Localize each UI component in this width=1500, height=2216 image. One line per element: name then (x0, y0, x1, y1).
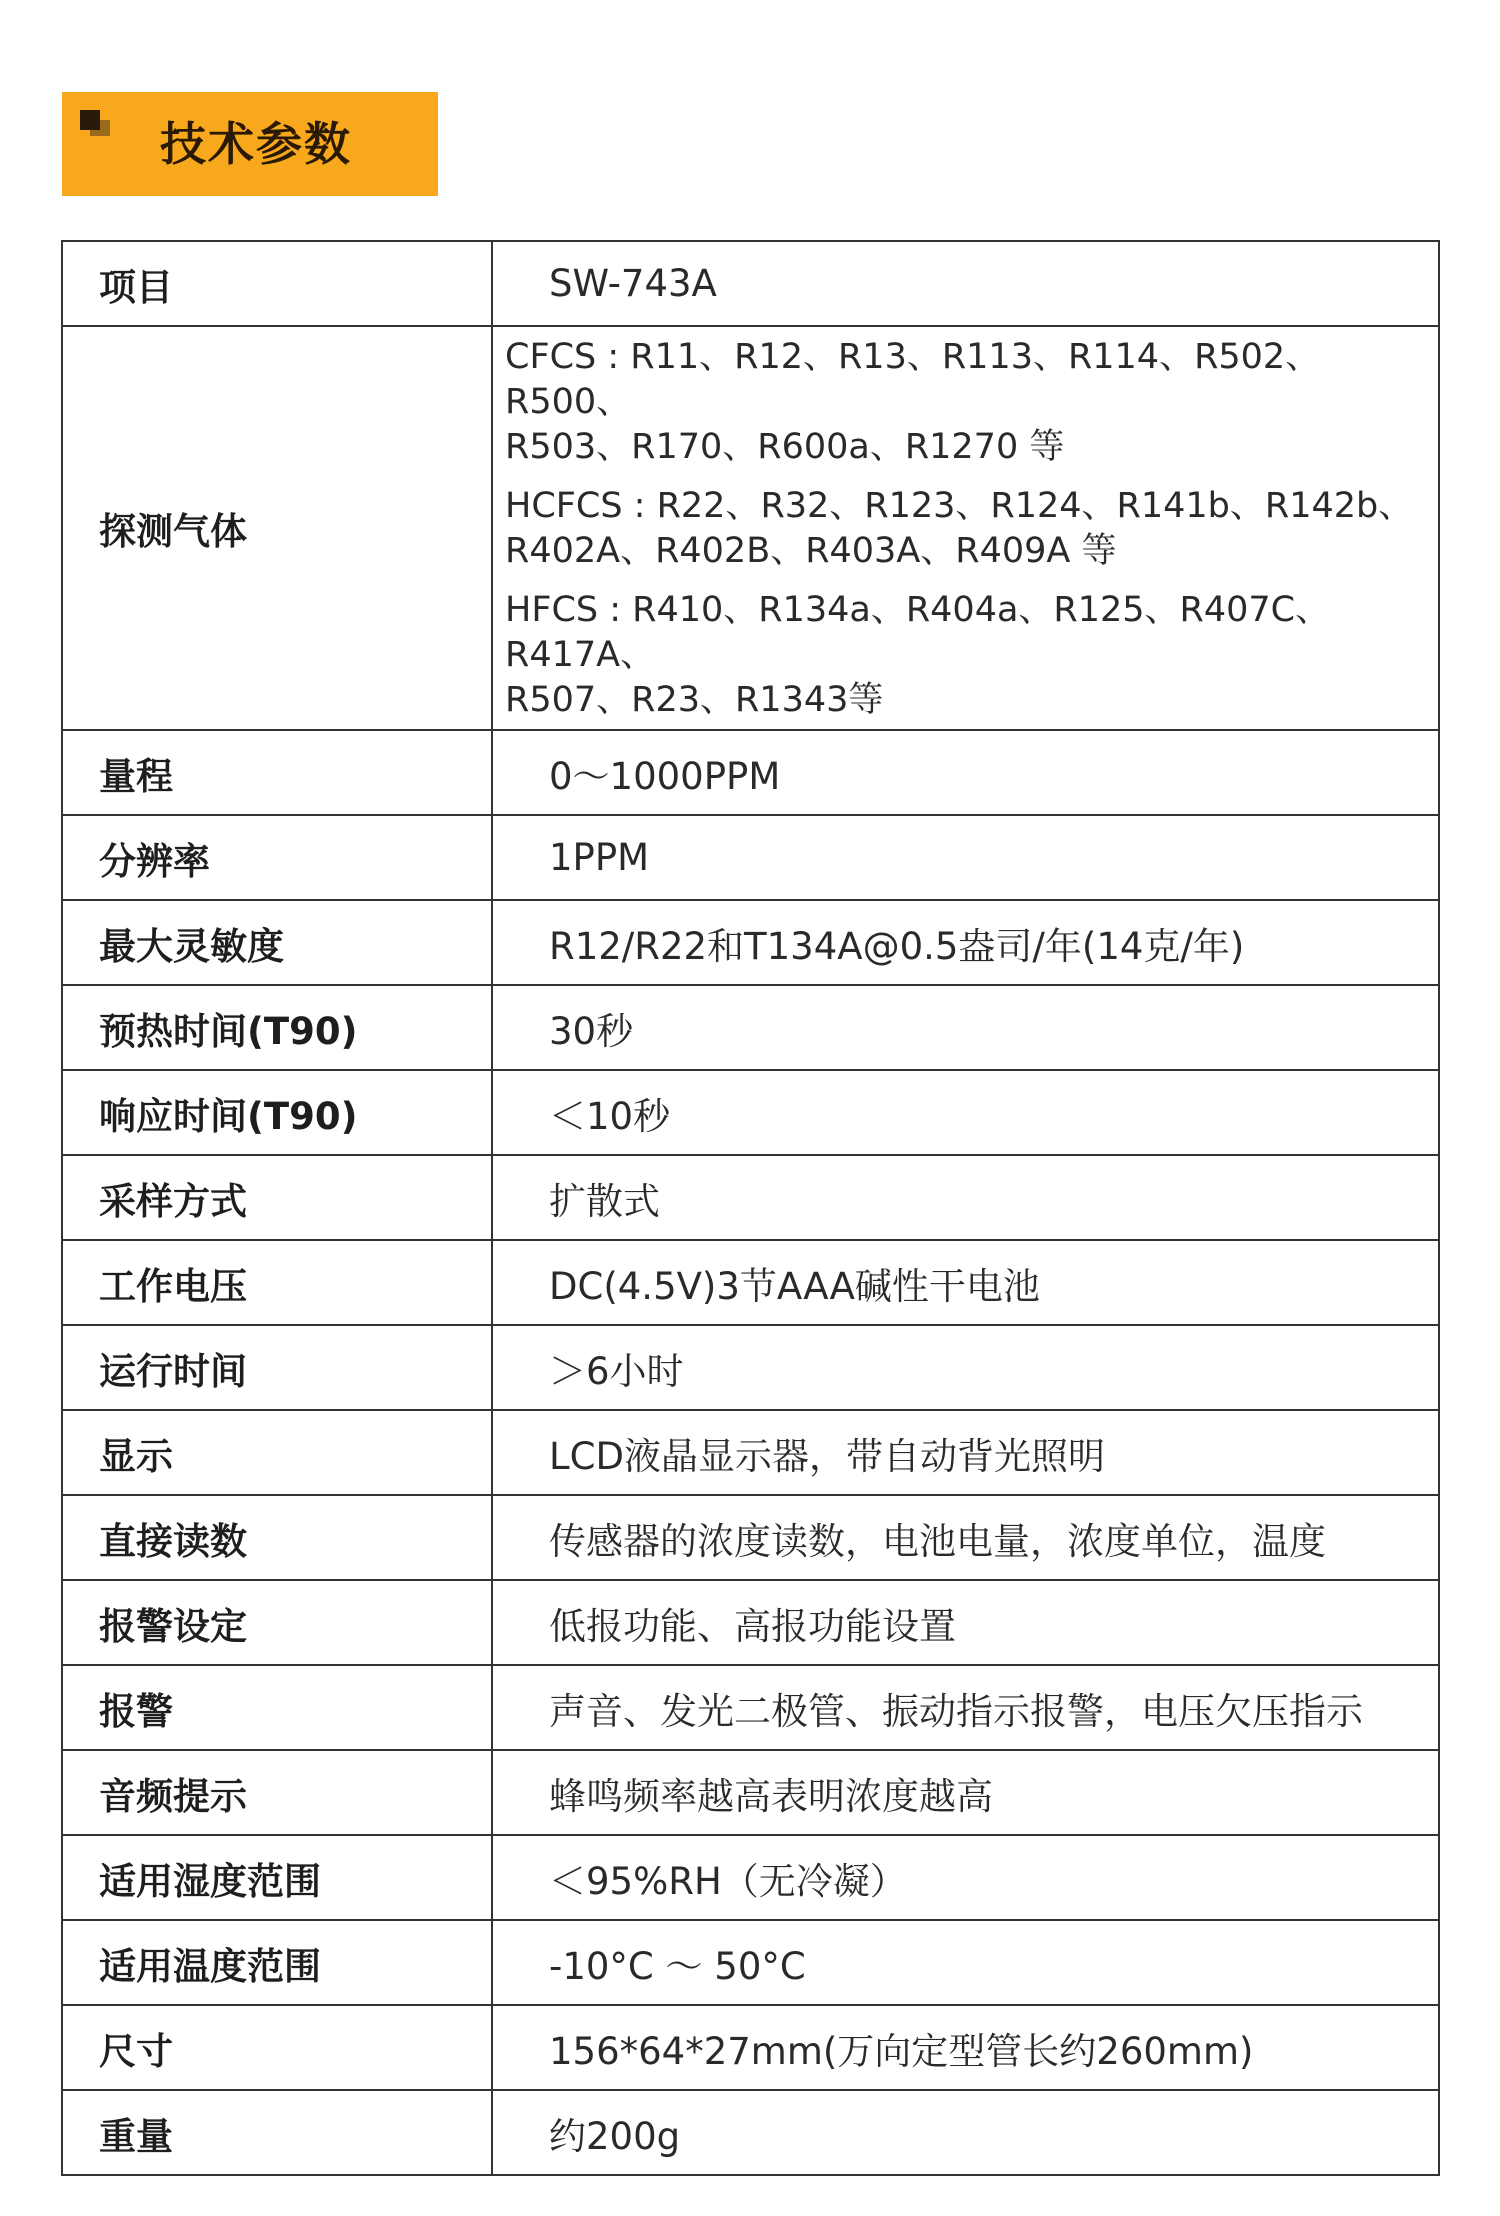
row-value: SW-743A (492, 241, 1439, 326)
spec-table (61, 240, 1440, 2176)
table-row (62, 1750, 1439, 1835)
row-label: 响应时间(T90) (62, 1070, 492, 1155)
table-row-gas (62, 326, 1439, 730)
row-label: 适用温度范围 (62, 1920, 492, 2005)
table-row (62, 2090, 1439, 2175)
row-label: 尺寸 (62, 2005, 492, 2090)
table-header-row (62, 241, 1439, 326)
row-value: LCD液晶显示器，带自动背光照明 (492, 1410, 1439, 1495)
table-row (62, 900, 1439, 985)
row-value: ＜10秒 (492, 1070, 1439, 1155)
gas-list-cell (492, 326, 1439, 730)
row-label: 适用湿度范围 (62, 1835, 492, 1920)
row-label: 直接读数 (62, 1495, 492, 1580)
table-row (62, 2005, 1439, 2090)
section-header-banner (62, 92, 438, 196)
row-label: 量程 (62, 730, 492, 815)
row-value: -10°C ～ 50°C (492, 1920, 1439, 2005)
table-row (62, 1410, 1439, 1495)
gas-line: R507、R23、R1343等 (505, 680, 884, 720)
table-row (62, 730, 1439, 815)
row-label: 报警设定 (62, 1580, 492, 1665)
row-label: 分辨率 (62, 815, 492, 900)
row-label: 预热时间(T90) (62, 985, 492, 1070)
gas-group-cfcs (505, 335, 1428, 470)
row-value: DC(4.5V)3节AAA碱性干电池 (492, 1240, 1439, 1325)
gas-line: HCFCS : R22、R32、R123、R124、R141b、R142b、 (505, 486, 1414, 526)
table-row (62, 1070, 1439, 1155)
table-row (62, 985, 1439, 1070)
gas-line: CFCS : R11、R12、R13、R113、R114、R502、R500、 (505, 337, 1321, 422)
row-value: 声音、发光二极管、振动指示报警，电压欠压指示 (492, 1665, 1439, 1750)
row-value: 低报功能、高报功能设置 (492, 1580, 1439, 1665)
table-row (62, 1580, 1439, 1665)
table-row (62, 1835, 1439, 1920)
square-bullet-icon (80, 110, 110, 140)
gas-line: R402A、R402B、R403A、R409A 等 (505, 531, 1117, 571)
row-value: 蜂鸣频率越高表明浓度越高 (492, 1750, 1439, 1835)
row-label: 工作电压 (62, 1240, 492, 1325)
row-value: 156*64*27mm(万向定型管长约260mm) (492, 2005, 1439, 2090)
gas-group-hcfcs (505, 484, 1428, 574)
row-label: 显示 (62, 1410, 492, 1495)
table-row (62, 1920, 1439, 2005)
row-value: 30秒 (492, 985, 1439, 1070)
row-value: ＜95%RH（无冷凝） (492, 1835, 1439, 1920)
gas-group-hfcs (505, 588, 1428, 723)
table-row (62, 1155, 1439, 1240)
row-value: 约200g (492, 2090, 1439, 2175)
row-label: 重量 (62, 2090, 492, 2175)
row-label: 探测气体 (62, 326, 492, 730)
gas-line: HFCS : R410、R134a、R404a、R125、R407C、R417A、 (505, 590, 1331, 675)
row-value: ＞6小时 (492, 1325, 1439, 1410)
table-row (62, 1240, 1439, 1325)
gas-line: R503、R170、R600a、R1270 等 (505, 427, 1065, 467)
row-label: 采样方式 (62, 1155, 492, 1240)
table-row (62, 1665, 1439, 1750)
row-label: 音频提示 (62, 1750, 492, 1835)
row-label: 项目 (62, 241, 492, 326)
row-value: 传感器的浓度读数，电池电量，浓度单位，温度 (492, 1495, 1439, 1580)
section-title: 技术参数 (160, 117, 352, 171)
row-value: R12/R22和T134A@0.5盎司/年(14克/年) (492, 900, 1439, 985)
table-row (62, 1325, 1439, 1410)
row-label: 报警 (62, 1665, 492, 1750)
table-row (62, 1495, 1439, 1580)
row-value: 0～1000PPM (492, 730, 1439, 815)
row-label: 运行时间 (62, 1325, 492, 1410)
row-value: 1PPM (492, 815, 1439, 900)
table-row (62, 815, 1439, 900)
row-label: 最大灵敏度 (62, 900, 492, 985)
row-value: 扩散式 (492, 1155, 1439, 1240)
